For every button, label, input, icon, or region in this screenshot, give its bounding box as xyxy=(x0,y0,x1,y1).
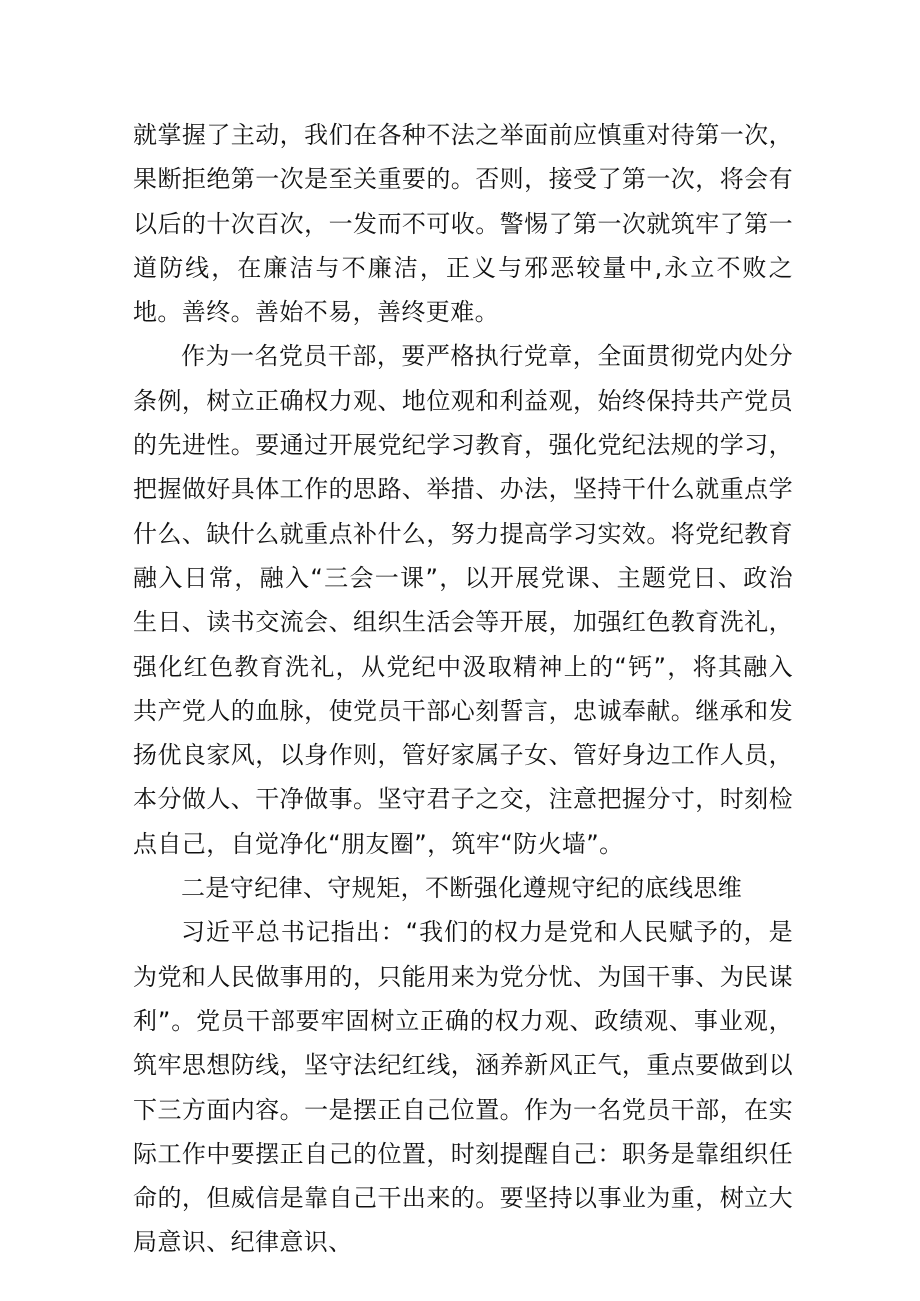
paragraph-1: 就掌握了主动，我们在各种不法之举面前应慎重对待第一次，果断拒绝第一次是至关重要的。否则，接受了第一次，将会有以后的十次百次，一发而不可收。警惕了第一次就筑牢了第一道防线，在廉洁与不廉洁，正义与邪恶较量中,永立不败之地。善终。善始不易，善终更难。 xyxy=(133,121,793,327)
paragraph-3: 习近平总书记指出：“我们的权力是党和人民赋予的，是为党和人民做事用的，只能用来为党分忧、为国干事、为民谋利”。党员干部要牢固树立正确的权力观、政绩观、事业观，筑牢思想防线，坚守法纪红线，涵养新风正气，重点要做到以下三方面内容。一是摆正自己位置。作为一名党员干部，在实际工作中要摆正自己的位置，时刻提醒自己：职务是靠组织任命的，但威信是靠自己干出来的。要坚持以事业为重，树立大局意识、纪律意识、 xyxy=(133,918,793,1257)
section-heading: 二是守纪律、守规矩，不断强化遵规守纪的底线思维 xyxy=(181,874,743,903)
document-body xyxy=(133,113,793,1265)
paragraph-2: 作为一名党员干部，要严格执行党章，全面贯彻党内处分条例，树立正确权力观、地位观和利益观，始终保持共产党员的先进性。要通过开展党纪学习教育，强化党纪法规的学习，把握做好具体工作的思路、举措、办法，坚持干什么就重点学什么、缺什么就重点补什么，努力提高学习实效。将党纪教育融入日常，融入“三会一课”，以开展党课、主题党日、政治生日、读书交流会、组织生活会等开展，加强红色教育洗礼，强化红色教育洗礼，从党纪中汲取精神上的“钙”，将其融入共产党人的血脉，使党员干部心刻誓言，忠诚奉献。继承和发扬优良家风，以身作则，管好家属子女、管好身边工作人员，本分做人、干净做事。坚守君子之交，注意把握分寸，时刻检点自己，自觉净化“朋友圈”，筑牢“防火墙”。 xyxy=(133,342,793,858)
